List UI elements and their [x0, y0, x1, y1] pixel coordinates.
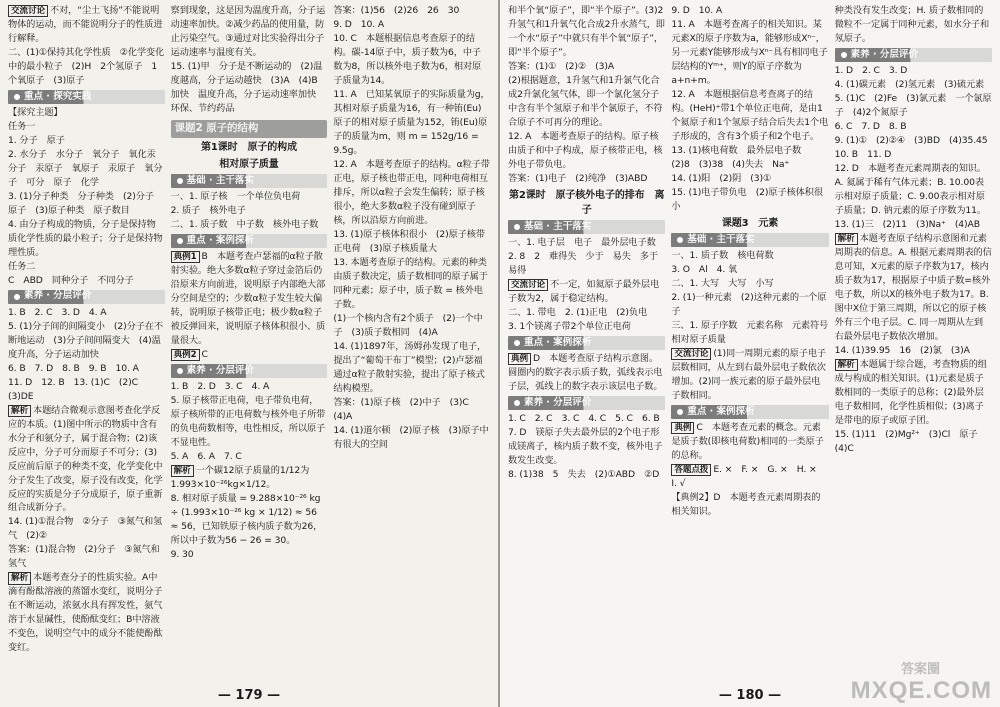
- answer-line: [835, 428, 992, 456]
- answer-text: 1. 分子 原子: [8, 134, 65, 146]
- answer-line: [508, 306, 665, 320]
- answer-line: [508, 236, 665, 250]
- answer-tag: 交流讨论: [508, 279, 548, 291]
- answer-line: [171, 520, 328, 548]
- answer-text: 7. D 镁原子失去最外层的2个电子形成镁离子，核内质子数不变，核外电子数发生改变。: [508, 427, 663, 466]
- answer-text: 5. (1)C (2)Fe (3)氯元素 一个氯原子 (4)2个氮原子: [834, 92, 992, 118]
- answer-line: [508, 250, 668, 278]
- answer-line: [333, 4, 490, 18]
- answer-text: 14. (1)1897年，汤姆孙发现了电子，提出了“葡萄干布丁”模型；(2)卢瑟福通过α粒子散射实验，提出了原子核式结构模型。: [333, 340, 487, 394]
- answer-line: [835, 92, 992, 120]
- answer-line: [671, 172, 828, 186]
- answer-line: [8, 543, 165, 571]
- left-column-3: [333, 4, 490, 683]
- answer-line: [508, 278, 665, 306]
- bullet-icon: [514, 400, 520, 406]
- answer-line: [171, 190, 328, 204]
- answer-text: 1. D 2. C 3. D: [834, 64, 908, 76]
- answer-line: [333, 410, 490, 424]
- answer-text: 一、1. 原子核 一个单位负电荷: [170, 191, 301, 203]
- answer-text: 【典例2】D 本题考查元素周期表的相关知识。: [671, 491, 821, 517]
- answer-text: 9. 30: [170, 548, 194, 560]
- answer-line: [835, 232, 992, 344]
- answer-line: [835, 4, 992, 46]
- section-title: 素养 · 分层评价: [24, 290, 92, 302]
- answer-text: 答案：(1)电子 (2)纯净 (3)ABD: [508, 172, 648, 184]
- bullet-icon: [14, 94, 20, 100]
- right-column-2: [671, 4, 838, 683]
- answer-line: [671, 463, 828, 491]
- answer-line: [8, 362, 165, 376]
- answer-tag: 交流讨论: [671, 348, 711, 360]
- answer-line: [171, 548, 328, 562]
- left-column-2: [171, 4, 328, 683]
- lesson-heading: 相对原子质量: [219, 159, 279, 171]
- answer-line: [835, 162, 992, 218]
- answer-line: [835, 218, 992, 232]
- answer-text: 不一定，如氦原子最外层电子数为2，属于稳定结构。: [508, 279, 660, 305]
- answer-text: 12. A 本题考查原子的结构。原子核由质子和中子构成，原子核带正电，核外电子带负电。: [508, 130, 663, 170]
- section-title: 重点 · 探究实践: [24, 90, 92, 102]
- answer-text: 和半个氧“原子”，即“半个原子”。(3)2升氢气和1升氧气化合成2升水蒸气，即一个水“原子”中就只有半个氧“原子”，即“半个原子”。: [508, 5, 665, 58]
- answer-tag: 解析: [835, 359, 858, 371]
- answer-line: [333, 158, 490, 228]
- lesson-heading: 课题3 元素: [721, 217, 779, 229]
- page-number: — 179 —: [217, 688, 281, 703]
- answer-text: (4)A: [333, 410, 353, 422]
- answer-line: [8, 4, 165, 46]
- section-bar: [508, 396, 665, 410]
- answer-line: [8, 260, 165, 274]
- answer-line: [8, 306, 165, 320]
- answer-line: [671, 18, 828, 88]
- answer-line: [171, 60, 328, 116]
- answer-line: [8, 148, 165, 190]
- answer-line: [8, 515, 165, 543]
- answer-line: [8, 320, 165, 362]
- section-bar: [671, 405, 828, 419]
- lesson-heading: 第1课时 原子的构成: [201, 141, 297, 153]
- answer-text: 三、1. 原子序数 元素名称 元素符号 相对原子质量: [671, 319, 838, 345]
- answer-line: [8, 134, 165, 148]
- answer-tag: 解析: [8, 405, 31, 417]
- bullet-icon: [177, 368, 183, 374]
- answer-line: [333, 32, 490, 88]
- answer-line: [671, 263, 828, 277]
- answer-line: [671, 277, 828, 291]
- answer-text: 10. C 本题根据信息考查原子的结构。碳-14原子中，质子数为6，中子数为8，所以核外电子数为6，相对原子质量为14。: [333, 32, 482, 86]
- answer-line: [8, 106, 165, 120]
- answer-line: [333, 228, 490, 256]
- answer-text: 2. 8 2 难得失 少于 易失 多于 易得: [508, 251, 668, 277]
- answer-text: 1. B 2. D 3. C 4. A: [170, 381, 270, 393]
- answer-text: 10. B 11. D: [834, 148, 892, 160]
- answer-line: [835, 148, 992, 162]
- answer-line: [835, 64, 992, 78]
- answer-line: [171, 394, 328, 450]
- answer-line: [671, 491, 828, 519]
- answer-text: 1. B 2. C 3. D 4. A: [8, 306, 107, 318]
- answer-text: 察到现象，这是因为温度升高，分子运动速率加快。②减少药品的使用量，防止污染空气。③通过对比实验得出分子运动速率与温度有关。: [170, 5, 326, 58]
- answer-line: [333, 396, 490, 410]
- answer-text: 2. (1)一种元素 (2)这种元素的一个原子: [671, 291, 827, 317]
- answer-text: 13. (1)核电荷数 最外层电子数 (2)8 (3)38 (4)失去 Na⁺: [671, 144, 811, 170]
- left-column-1: [8, 4, 165, 683]
- answer-line: [8, 120, 165, 134]
- answer-text: C: [201, 349, 208, 361]
- section-bar: [508, 336, 665, 350]
- answer-text: 14. (1)39.95 16 (2)氯 (3)A: [834, 344, 970, 356]
- answer-text: (1)一个核内含有2个质子 (2)一个中子 (3)质子数相同 (4)A: [333, 312, 483, 338]
- lesson-heading: 第2课时 原子核外电子的排布 离子: [508, 189, 665, 216]
- answer-tag: 交流讨论: [8, 5, 48, 17]
- answer-text: 不对，“尘土飞扬”不能说明物体的运动，而不能说明分子的性质进行解释。: [8, 5, 163, 44]
- right-page: [500, 0, 1000, 707]
- bullet-icon: [677, 409, 683, 415]
- answer-text: 5. A 6. A 7. C: [170, 450, 242, 462]
- answer-line: [171, 250, 328, 348]
- answer-line: [333, 424, 490, 452]
- answer-text: 一、1. 电子层 电子 最外层电子数: [508, 237, 656, 249]
- answer-tag: 解析: [171, 465, 194, 477]
- answer-text: 15. (1)甲 分子是不断运动的 (2)温度越高，分子运动越快 (3)A (4)B 加快 温度升高，分子运动速率加快 环保、节约药品: [170, 60, 327, 114]
- answer-line: [508, 74, 665, 130]
- answer-tag: 解析: [8, 572, 31, 584]
- answer-text: E. × F. × G. × H. × I. √: [671, 463, 826, 489]
- section-bar: [171, 174, 328, 188]
- section-title: 素养 · 分层评价: [186, 364, 254, 376]
- answer-text: 本题考查分子的性质实验。A中滴有酚酞溶液的蒸馏水变红，说明分子在不断运动，浓氨水具有挥发性，氨气溶于水显碱性，使酚酞变红；B中溶液不变色，说明空气中的成分不能使酚酞变红。: [8, 572, 163, 654]
- answer-text: 11. A 本题考查离子的相关知识。某元素X的原子序数为a，能够形成Xⁿ⁻，另一元素Y能够形成与Xⁿ⁻具有相同电子层结构的Yᵐ⁺，则Y的原子序数为a+n+m。: [671, 18, 828, 86]
- answer-text: C 本题考查元素的概念。元素是质子数(即核电荷数)相同的一类原子的总称。: [671, 421, 824, 461]
- answer-text: 答案：(1)原子核 (2)中子 (3)C: [333, 396, 469, 408]
- section-bar: [508, 220, 665, 234]
- answer-text: 15. (1)11 (2)Mg²⁺ (3)Cl 原子 (4)C: [834, 428, 987, 454]
- answer-line: [508, 172, 665, 186]
- answer-text: 5. 原子核带正电荷，电子带负电荷，原子核所带的正电荷数与核外电子所带的负电荷数相等，电性相反，所以原子不显电性。: [170, 395, 326, 448]
- answer-line: [333, 18, 490, 32]
- section-bar: [8, 290, 165, 304]
- answer-text: 二、1. 质子数 中子数 核外电子数: [170, 219, 319, 231]
- answer-line: [835, 120, 992, 134]
- section-bar: [171, 234, 328, 248]
- section-title: 素养 · 分层评价: [850, 48, 918, 60]
- answer-line: [8, 46, 165, 88]
- answer-text: 8. (1)38 5 失去 (2)①ABD ②D: [508, 468, 660, 480]
- answer-line: [8, 571, 165, 655]
- answer-line: [671, 249, 828, 263]
- answer-line: [8, 218, 165, 260]
- answer-line: [508, 412, 665, 426]
- answer-line: [508, 130, 665, 172]
- answer-line: [171, 4, 328, 60]
- answer-line: [171, 348, 328, 362]
- answer-text: 5. (1)分子间的间隔变小 (2)分子在不断地运动 (3)分子间间隔变大 (4)温度升高，分子运动加快: [8, 320, 163, 360]
- answer-line: [333, 312, 490, 340]
- answer-line: [333, 88, 490, 158]
- answer-text: 答案：(1)① (2)② (3)A: [508, 60, 615, 72]
- answer-text: 2. 质子 核外电子: [170, 205, 246, 217]
- watermark-small: 答案圈: [900, 661, 940, 676]
- answer-text: 4. 由分子构成的物质，分子是保持物质化学性质的最小粒子；分子是保持物理性质。: [8, 218, 163, 258]
- bullet-icon: [514, 224, 520, 230]
- answer-text: 13. (1)三 (2)11 (3)Na⁺ (4)AB: [834, 218, 980, 230]
- answer-line: [671, 186, 828, 214]
- page-number: — 180 —: [718, 688, 782, 703]
- answer-line: [671, 144, 828, 172]
- answer-text: 11. A 已知某氧原子的实际质量为g，其相对原子质量为16，有一种铕(Eu)原子的相对原子质量为152，铕(Eu)原子的质量为m，则 m = 152g/16 = 9.5g。: [333, 88, 490, 156]
- answer-text: 9. D 10. A: [333, 18, 385, 30]
- answer-line: [508, 60, 665, 74]
- answer-text: 14. (1)阳 (2)阴 (3)①: [671, 172, 772, 184]
- answer-line: [671, 319, 838, 347]
- answer-line: [835, 134, 992, 148]
- answer-text: 本题考查原子结构示意图和元素周期表的信息。A. 根据元素周期表的信息可知，X元素的原子序数为17，核内质子数为17，根据原子中质子数=核外电子数，所以X的核外电子数为17。B. 图中X位于第三周期，所以它的原子核外有三个电子层。C. 同一周期从左到右最外层电子数依次增加。: [834, 232, 992, 342]
- answer-text: 答案：(1)混合物 (2)分子 ③氮气和氢气: [8, 544, 160, 570]
- answer-line: [835, 78, 992, 92]
- answer-text: C ABD 同种分子 不同分子: [8, 274, 134, 286]
- answer-text: 14. (1)①混合物 ②分子 ③氮气和氢气 (2)②: [8, 516, 163, 542]
- section-title: 基础 · 主干落实: [524, 220, 592, 232]
- answer-text: 12. A 本题考查原子的结构。α粒子带正电，原子核也带正电，同种电荷相互排斥，所以α粒子会发生偏转；原子核很小，绝大多数α粒子没有碰到原子核，所以沿原方向前进。: [333, 158, 490, 226]
- answer-text: 12. A 本题根据信息考查离子的结构。(HeH)⁺带1个单位正电荷，是由1个氦原子和1个氢原子结合后失去1个电子形成的，含有3个质子和2个电子。: [671, 88, 829, 142]
- section-title: 基础 · 主干落实: [687, 233, 755, 245]
- watermark: MXQE.COM: [850, 677, 992, 704]
- answer-line: [333, 256, 490, 312]
- answer-line: [171, 380, 328, 394]
- answer-text: D 本题考查原子结构示意图。圆圈内的数字表示质子数，弧线表示电子层，弧线上的数字表示该层电子数。: [508, 353, 663, 393]
- answer-text: 2. 水分子 水分子 氧分子 氧化汞分子 汞原子 氧原子 汞原子 氧分子 可分 原子 化学: [8, 148, 163, 188]
- bullet-icon: [14, 294, 20, 300]
- answer-text: 9. D 10. A: [671, 5, 723, 16]
- answer-text: 一个碳12原子质量的1/12为1.993×10⁻²⁶kg×1/12。: [170, 464, 310, 490]
- answer-text: 答案：(1)56 (2)26 26 30: [333, 5, 460, 16]
- answer-text: 本题结合微观示意图考查化学反应的本质。(1)图中所示的物质中含有水分子和氨分子，属于混合物；(2)该反应中，分子可分而原子不可分；(3)反应前后原子的种类不变，化学变化中分子发生了改变，原子没有改变，化学反应的实质是分子分成原子，原子重新组合成新分子。: [8, 404, 163, 514]
- answer-line: [671, 421, 828, 463]
- answer-text: 一、1. 质子数 核电荷数: [671, 249, 774, 261]
- section-title: 素养 · 分层评价: [524, 396, 592, 408]
- answer-line: [171, 204, 328, 218]
- section-title: 重点 · 案例探析: [524, 336, 592, 348]
- right-column-3: [835, 4, 992, 683]
- answer-line: [333, 340, 490, 396]
- answer-text: 8. 相对原子质量 = 9.288×10⁻²⁶ kg ÷ (1.993×10⁻²⁶ kg × 1/12) ≈ 56: [170, 492, 321, 518]
- answer-text: 二、1. 大写 大写 小写: [671, 277, 774, 289]
- bullet-icon: [177, 178, 183, 184]
- answer-text: 二、(1)①保持其化学性质 ②化学变化中的最小粒子 (2)H 2个氢原子 1个氧原子 (3)原子: [8, 46, 165, 86]
- bullet-icon: [177, 238, 183, 244]
- answer-text: 6. C 7. D 8. B: [834, 120, 907, 132]
- answer-text: 【探究主题】: [8, 106, 63, 118]
- answer-text: 本题属于综合题，考查物质的组成与构成的相关知识。(1)元素是质子数相同的一类原子的总称；(2)最外层电子数相同，化学性质相似；(3)离子是带电的原子或原子团。: [834, 358, 987, 426]
- answer-line: [508, 4, 665, 60]
- answer-text: 6. B 7. D 8. B 9. B 10. A: [8, 362, 139, 374]
- bullet-icon: [841, 52, 847, 58]
- answer-line: [8, 190, 165, 218]
- answer-text: 任务二: [8, 260, 36, 272]
- answer-tag: 典例2: [171, 349, 200, 361]
- answer-line: [671, 4, 828, 18]
- answer-text: B 本题考查卢瑟福的α粒子散射实验。绝大多数α粒子穿过金箔后仍沿原来方向前进，说明原子内部绝大部分空间是空的；少数α粒子发生较大偏转，说明原子核带正电；极少数α粒子被反弹回来，说明原子核体积很小、质量很大。: [170, 251, 326, 347]
- answer-line: [8, 404, 165, 516]
- answer-tag: 典例: [671, 422, 694, 434]
- answer-line: [508, 426, 665, 468]
- answer-text: 3. O Al 4. 氧: [671, 263, 738, 275]
- answer-text: 13. (1)原子核体积很小 (2)原子核带正电荷 (3)原子核质量大: [333, 228, 485, 254]
- section-title: 基础 · 主干落实: [186, 174, 254, 186]
- section-bar: [171, 364, 328, 378]
- answer-text: 14. (1)道尔顿 (2)原子核 (3)原子中有很大的空间: [333, 424, 489, 450]
- answer-line: [8, 376, 165, 404]
- answer-line: [835, 344, 992, 358]
- answer-line: [508, 468, 665, 482]
- section-title: 重点 · 案例探析: [186, 234, 254, 246]
- answer-line: [671, 88, 828, 144]
- answer-text: ≈ 56，已知铁原子核内质子数为26，所以中子数为56 − 26 = 30。: [170, 520, 323, 546]
- answer-text: 二、1. 带电 2. (1)正电 (2)负电: [508, 307, 648, 319]
- answer-line: [508, 320, 665, 334]
- answer-line: [171, 450, 328, 464]
- lesson-banner: 课题2 原子的结构: [171, 120, 328, 138]
- answer-line: [8, 274, 165, 288]
- answer-text: 任务一: [8, 120, 36, 132]
- section-bar: [835, 48, 992, 62]
- answer-text: (2)根据题意，1升氢气和1升氯气化合成2升氯化氢气体，即一个氯化氢分子中含有半个氢原子和半个氯原子，不符合原子不可再分的理论。: [508, 74, 663, 128]
- answer-line: [508, 352, 665, 394]
- answer-tag: 典例1: [171, 251, 200, 263]
- answer-text: 9. (1)① (2)②④ (3)BD (4)35.45: [834, 134, 988, 146]
- answer-text: 种类没有发生改变；H. 质子数相同的微粒不一定属于同种元素，如水分子和氖原子。: [834, 5, 990, 44]
- answer-line: [171, 218, 328, 232]
- section-title: 重点 · 案例探析: [687, 405, 755, 417]
- bullet-icon: [514, 340, 520, 346]
- answer-text: 4. (1)碳元素 (2)氢元素 (3)硫元素: [834, 78, 985, 90]
- answer-tag: 答题点拨: [671, 464, 711, 476]
- answer-tag: 解析: [835, 233, 858, 245]
- answer-line: [171, 464, 328, 492]
- answer-text: 15. (1)电子带负电 (2)原子核体积很小: [671, 186, 823, 212]
- answer-text: 11. D 12. B 13. (1)C (2)C (3)DE: [8, 376, 147, 402]
- section-bar: [671, 233, 828, 247]
- answer-line: [171, 492, 328, 520]
- answer-text: 3. 1个镁离子带2个单位正电荷: [508, 321, 631, 333]
- answer-line: [835, 358, 992, 428]
- answer-line: [671, 347, 828, 403]
- bullet-icon: [677, 237, 683, 243]
- answer-text: 1. C 2. C 3. C 4. C 5. C 6. B: [508, 413, 660, 425]
- answer-text: 13. 本题考查原子的结构。元素的种类由质子数决定，质子数相同的原子属于同种元素；原子中，质子数 = 核外电子数。: [333, 256, 488, 310]
- answer-text: 3. (1)分子种类 分子种类 (2)分子 原子 (3)原子种类 原子数目: [8, 190, 163, 216]
- answer-text: (1)同一周期元素的原子电子层数相同，从左到右最外层电子数依次增加。(2)同一族元素的原子最外层电子数相同。: [671, 347, 826, 401]
- answer-line: [671, 291, 828, 319]
- answer-text: 12. D 本题考查元素周期表的知识。A. 氦属于稀有气体元素；B. 10.00表示相对原子质量；C. 9.00表示相对原子质量；D. 钠元素的原子序数为11。: [834, 162, 986, 216]
- right-column-1: [508, 4, 668, 683]
- section-bar: [8, 90, 165, 104]
- answer-tag: 典例: [508, 353, 531, 365]
